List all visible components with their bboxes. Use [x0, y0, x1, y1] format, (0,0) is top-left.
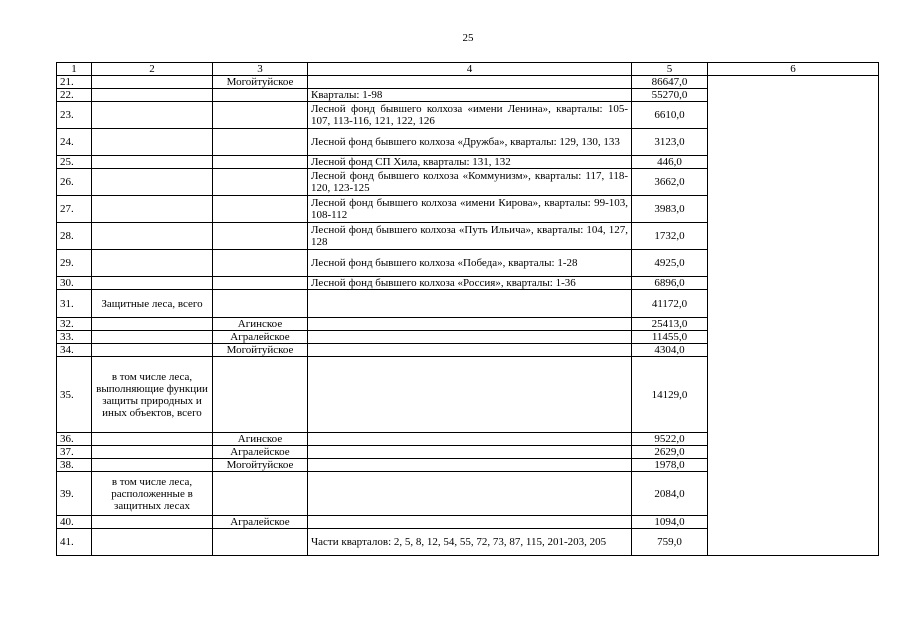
- category-cell: Защитные леса, всего: [92, 290, 213, 318]
- settlement-cell: Агралейское: [213, 516, 308, 529]
- area-cell: 6610,0: [632, 102, 708, 129]
- location-cell: Лесной фонд бывшего колхоза «Россия», кварталы: 1-36: [308, 277, 632, 290]
- settlement-cell: Агинское: [213, 433, 308, 446]
- area-cell: 1732,0: [632, 223, 708, 250]
- category-cell: [92, 331, 213, 344]
- row-number: 28.: [57, 223, 92, 250]
- area-cell: 2629,0: [632, 446, 708, 459]
- header-col-2: 2: [92, 63, 213, 76]
- area-cell: 4925,0: [632, 250, 708, 277]
- settlement-cell: [213, 472, 308, 516]
- category-cell: [92, 89, 213, 102]
- location-cell: Лесной фонд бывшего колхоза «имени Кирова», кварталы: 99-103, 108-112: [308, 196, 632, 223]
- settlement-cell: Могойтуйское: [213, 459, 308, 472]
- table-row: [57, 76, 879, 89]
- settlement-cell: Могойтуйское: [213, 76, 308, 89]
- area-cell: 1094,0: [632, 516, 708, 529]
- location-cell: [308, 459, 632, 472]
- row-number: 21.: [57, 76, 92, 89]
- header-col-5: 5: [632, 63, 708, 76]
- forest-table: [56, 62, 879, 556]
- area-cell: 9522,0: [632, 433, 708, 446]
- row-number: 25.: [57, 156, 92, 169]
- area-cell: 759,0: [632, 529, 708, 556]
- settlement-cell: [213, 129, 308, 156]
- location-cell: Лесной фонд бывшего колхоза «Коммунизм», кварталы: 117, 118-120, 123-125: [308, 169, 632, 196]
- row-number: 23.: [57, 102, 92, 129]
- area-cell: 2084,0: [632, 472, 708, 516]
- location-cell: [308, 331, 632, 344]
- row-number: 30.: [57, 277, 92, 290]
- settlement-cell: [213, 250, 308, 277]
- row-number: 22.: [57, 89, 92, 102]
- area-cell: 86647,0: [632, 76, 708, 89]
- area-cell: 55270,0: [632, 89, 708, 102]
- settlement-cell: Агралейское: [213, 331, 308, 344]
- location-cell: Лесной фонд бывшего колхоза «Дружба», кварталы: 129, 130, 133: [308, 129, 632, 156]
- location-cell: Кварталы: 1-98: [308, 89, 632, 102]
- settlement-cell: [213, 290, 308, 318]
- category-cell: [92, 344, 213, 357]
- settlement-cell: Агинское: [213, 318, 308, 331]
- settlement-cell: [213, 102, 308, 129]
- row-number: 37.: [57, 446, 92, 459]
- page-number: 25: [462, 32, 474, 44]
- category-cell: в том числе леса, выполняющие функции защиты природных и иных объектов, всего: [92, 357, 213, 433]
- category-cell: [92, 102, 213, 129]
- header-col-4: 4: [308, 63, 632, 76]
- row-number: 39.: [57, 472, 92, 516]
- area-cell: 1978,0: [632, 459, 708, 472]
- category-cell: [92, 529, 213, 556]
- row-number: 26.: [57, 169, 92, 196]
- row-number: 34.: [57, 344, 92, 357]
- row-number: 38.: [57, 459, 92, 472]
- header-col-6: 6: [708, 63, 879, 76]
- area-cell: 3983,0: [632, 196, 708, 223]
- row-number: 31.: [57, 290, 92, 318]
- category-cell: [92, 196, 213, 223]
- location-cell: [308, 433, 632, 446]
- row-number: 29.: [57, 250, 92, 277]
- location-cell: [308, 446, 632, 459]
- area-cell: 25413,0: [632, 318, 708, 331]
- row-number: 36.: [57, 433, 92, 446]
- category-cell: [92, 459, 213, 472]
- area-cell: 4304,0: [632, 344, 708, 357]
- category-cell: [92, 250, 213, 277]
- location-cell: [308, 290, 632, 318]
- location-cell: Лесной фонд бывшего колхоза «имени Ленина», кварталы: 105-107, 113-116, 121, 122, 126: [308, 102, 632, 129]
- area-cell: 446,0: [632, 156, 708, 169]
- location-cell: [308, 76, 632, 89]
- settlement-cell: [213, 169, 308, 196]
- location-cell: [308, 472, 632, 516]
- category-cell: [92, 156, 213, 169]
- location-cell: Лесной фонд бывшего колхоза «Путь Ильича», кварталы: 104, 127, 128: [308, 223, 632, 250]
- area-cell: 41172,0: [632, 290, 708, 318]
- row-number: 41.: [57, 529, 92, 556]
- settlement-cell: Могойтуйское: [213, 344, 308, 357]
- location-cell: Лесной фонд СП Хила, кварталы: 131, 132: [308, 156, 632, 169]
- header-col-3: 3: [213, 63, 308, 76]
- row-number: 32.: [57, 318, 92, 331]
- area-cell: 3662,0: [632, 169, 708, 196]
- header-col-1: 1: [57, 63, 92, 76]
- location-cell: [308, 357, 632, 433]
- location-cell: Части кварталов: 2, 5, 8, 12, 54, 55, 72, 73, 87, 115, 201-203, 205: [308, 529, 632, 556]
- area-cell: 14129,0: [632, 357, 708, 433]
- row-number: 24.: [57, 129, 92, 156]
- settlement-cell: [213, 529, 308, 556]
- category-cell: [92, 318, 213, 331]
- settlement-cell: [213, 196, 308, 223]
- table-body: [57, 76, 879, 556]
- settlement-cell: Агралейское: [213, 446, 308, 459]
- settlement-cell: [213, 277, 308, 290]
- area-cell: 6896,0: [632, 277, 708, 290]
- area-cell: 11455,0: [632, 331, 708, 344]
- settlement-cell: [213, 89, 308, 102]
- settlement-cell: [213, 156, 308, 169]
- category-cell: в том числе леса, расположенные в защитных лесах: [92, 472, 213, 516]
- location-cell: [308, 344, 632, 357]
- category-cell: [92, 223, 213, 250]
- category-cell: [92, 277, 213, 290]
- location-cell: [308, 318, 632, 331]
- category-cell: [92, 516, 213, 529]
- row-number: 35.: [57, 357, 92, 433]
- row-number: 40.: [57, 516, 92, 529]
- header-row: [57, 63, 879, 76]
- category-cell: [92, 446, 213, 459]
- location-cell: Лесной фонд бывшего колхоза «Победа», кварталы: 1-28: [308, 250, 632, 277]
- category-cell: [92, 76, 213, 89]
- row-number: 33.: [57, 331, 92, 344]
- area-cell: 3123,0: [632, 129, 708, 156]
- location-cell: [308, 516, 632, 529]
- settlement-cell: [213, 357, 308, 433]
- category-cell: [92, 169, 213, 196]
- settlement-cell: [213, 223, 308, 250]
- category-cell: [92, 129, 213, 156]
- row-number: 27.: [57, 196, 92, 223]
- category-cell: [92, 433, 213, 446]
- notes-cell: [708, 76, 879, 556]
